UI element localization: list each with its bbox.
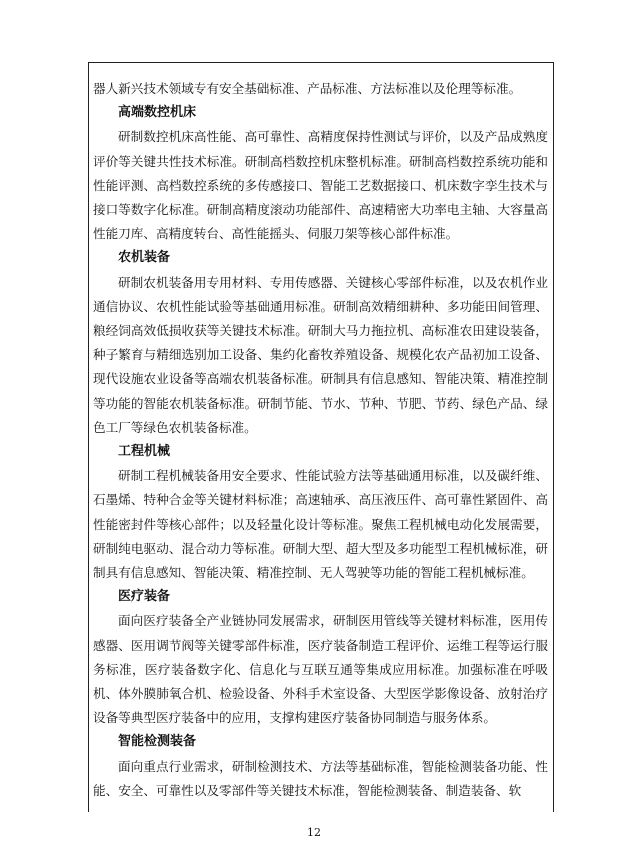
- section-text-medical-equipment: 面向医疗装备全产业链协同发展需求，研制医用管线等关键材料标准，医用传感器、医用调节阀等关键零部件标准，医疗装备制造工程评价、运维工程等运行服务标准，医疗装备数字化、信息化与互联互通等集成应用标准。加强标准在呼吸机、体外膜肺氧合机、检验设备、外科手术室设备、大型医学影像设备、放射治疗设备等典型医疗装备中的应用，支撑构建医疗装备协同制造与服务体系。: [93, 613, 548, 726]
- section-text-construction-machinery: 研制工程机械装备用安全要求、性能试验方法等基础通用标准，以及碳纤维、石墨烯、特种合金等关键材料标准；高速轴承、高压液压件、高可靠性紧固件、高性能密封件等核心部件；以及轻量化设计等标准。聚焦工程机械电动化发展需要，研制纯电驱动、混合动力等标准。研制大型、超大型及多功能型工程机械标准，研制具有信息感知、智能决策、精准控制、无人驾驶等功能的智能工程机械标准。: [93, 468, 548, 581]
- section-heading-medical-equipment: 医疗装备: [118, 589, 171, 605]
- section-text-cnc-machine-tools: 研制数控机床高性能、高可靠性、高精度保持性测试与评价，以及产品成熟度评价等关键共性技术标准。研制高档数控机床整机标准。研制高档数控系统功能和性能评测、高档数控系统的多传感接口、智能工艺数据接口、机床数字孪生技术与接口等数字化标准。研制高精度滚动功能部件、高速精密大功率电主轴、大容量高性能刀库、高精度转台、高性能摇头、伺服刀架等核心部件标准。: [93, 129, 548, 242]
- content-frame: [88, 62, 554, 812]
- section-heading-construction-machinery: 工程机械: [118, 444, 171, 460]
- section-heading-cnc-machine-tools: 高端数控机床: [118, 105, 197, 121]
- section-text-intelligent-testing-equipment: 面向重点行业需求，研制检测技术、方法等基础标准，智能检测装备功能、性能、安全、可靠性以及零部件等关键技术标准，智能检测装备、制造装备、软: [93, 758, 548, 798]
- intro-paragraph: 器人新兴技术领域专有安全基础标准、产品标准、方法标准以及伦理等标准。: [93, 81, 522, 96]
- section-heading-agricultural-machinery: 农机装备: [118, 250, 171, 266]
- section-text-agricultural-machinery: 研制农机装备用专用材料、专用传感器、关键核心零部件标准，以及农机作业通信协议、农机性能试验等基础通用标准。研制高效精细耕种、多功能田间管理、粮经饲高效低损收获等关键技术标准。研制大马力拖拉机、高标准农田建设装备，种子繁育与精细选别加工设备、集约化畜牧养殖设备、规模化农产品初加工设备、现代设施农业设备等高端农机装备标准。研制具有信息感知、智能决策、精准控制等功能的智能农机装备标准。研制节能、节水、节种、节肥、节药、绿色产品、绿色工厂等绿色农机装备标准。: [93, 274, 548, 435]
- page-number: 12: [307, 826, 321, 839]
- section-heading-intelligent-testing-equipment: 智能检测装备: [118, 734, 197, 750]
- document-body: [93, 77, 548, 803]
